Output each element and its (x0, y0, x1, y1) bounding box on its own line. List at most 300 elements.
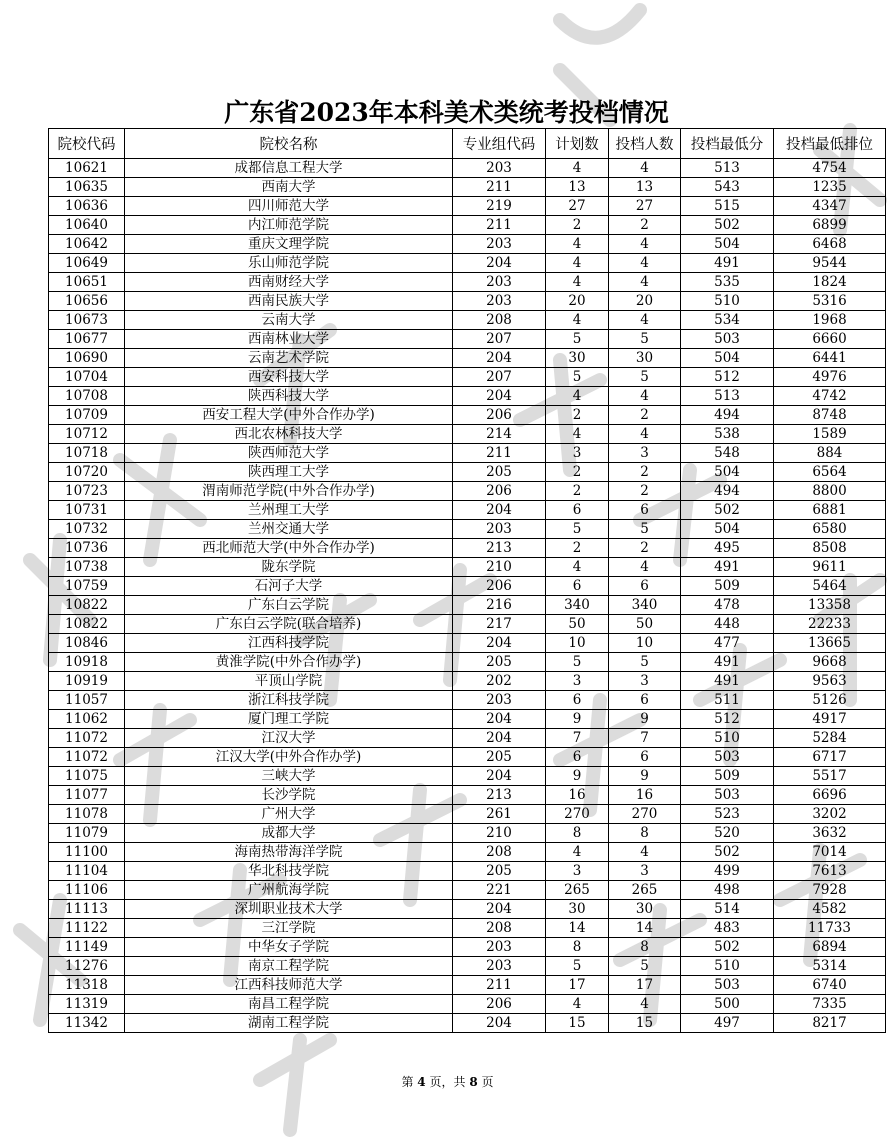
cell-school-code: 11319 (49, 995, 125, 1014)
cell-school-name: 长沙学院 (125, 786, 453, 805)
cell-min-rank: 4347 (774, 197, 886, 216)
table-row (49, 273, 886, 292)
table-row (49, 862, 886, 881)
table-header-row (49, 129, 886, 159)
cell-plan-count: 30 (546, 900, 609, 919)
table-row (49, 691, 886, 710)
cell-min-rank: 4917 (774, 710, 886, 729)
cell-min-rank: 4582 (774, 900, 886, 919)
cell-plan-count: 2 (546, 406, 609, 425)
cell-group-code: 204 (453, 634, 546, 653)
cell-school-name: 重庆文理学院 (125, 235, 453, 254)
cell-school-code: 10704 (49, 368, 125, 387)
cell-admitted-count: 2 (609, 406, 681, 425)
cell-school-name: 西南财经大学 (125, 273, 453, 292)
cell-admitted-count: 6 (609, 501, 681, 520)
cell-school-code: 11122 (49, 919, 125, 938)
cell-min-score: 504 (681, 520, 774, 539)
cell-school-name: 西安工程大学(中外合作办学) (125, 406, 453, 425)
cell-school-name: 海南热带海洋学院 (125, 843, 453, 862)
cell-admitted-count: 6 (609, 577, 681, 596)
cell-min-score: 499 (681, 862, 774, 881)
cell-min-rank: 6740 (774, 976, 886, 995)
cell-group-code: 216 (453, 596, 546, 615)
cell-group-code: 203 (453, 235, 546, 254)
cell-school-name: 厦门理工学院 (125, 710, 453, 729)
cell-group-code: 203 (453, 691, 546, 710)
cell-school-name: 华北科技学院 (125, 862, 453, 881)
cell-school-name: 三江学院 (125, 919, 453, 938)
cell-plan-count: 6 (546, 748, 609, 767)
cell-school-name: 西安科技大学 (125, 368, 453, 387)
cell-admitted-count: 4 (609, 387, 681, 406)
cell-school-code: 10621 (49, 159, 125, 178)
cell-school-code: 10649 (49, 254, 125, 273)
cell-admitted-count: 10 (609, 634, 681, 653)
cell-min-score: 491 (681, 558, 774, 577)
cell-admitted-count: 3 (609, 444, 681, 463)
cell-group-code: 203 (453, 938, 546, 957)
cell-min-rank: 4742 (774, 387, 886, 406)
cell-group-code: 206 (453, 995, 546, 1014)
cell-min-score: 494 (681, 406, 774, 425)
table-row (49, 1014, 886, 1033)
cell-plan-count: 30 (546, 349, 609, 368)
cell-school-code: 11106 (49, 881, 125, 900)
footer-page-number: 4 (417, 1075, 426, 1089)
table-row (49, 881, 886, 900)
cell-school-code: 10919 (49, 672, 125, 691)
cell-admitted-count: 50 (609, 615, 681, 634)
cell-group-code: 204 (453, 900, 546, 919)
cell-min-score: 502 (681, 843, 774, 862)
cell-min-score: 520 (681, 824, 774, 843)
cell-min-rank: 6894 (774, 938, 886, 957)
table-row (49, 216, 886, 235)
cell-school-code: 10677 (49, 330, 125, 349)
cell-school-code: 10640 (49, 216, 125, 235)
cell-admitted-count: 16 (609, 786, 681, 805)
cell-min-rank: 1589 (774, 425, 886, 444)
cell-school-name: 江汉大学 (125, 729, 453, 748)
cell-min-score: 503 (681, 976, 774, 995)
cell-plan-count: 7 (546, 729, 609, 748)
cell-admitted-count: 2 (609, 539, 681, 558)
table-row (49, 539, 886, 558)
cell-school-code: 10656 (49, 292, 125, 311)
cell-admitted-count: 4 (609, 159, 681, 178)
cell-admitted-count: 15 (609, 1014, 681, 1033)
cell-group-code: 211 (453, 444, 546, 463)
cell-min-score: 543 (681, 178, 774, 197)
cell-group-code: 219 (453, 197, 546, 216)
cell-admitted-count: 5 (609, 520, 681, 539)
cell-admitted-count: 5 (609, 653, 681, 672)
cell-admitted-count: 6 (609, 748, 681, 767)
cell-min-rank: 13665 (774, 634, 886, 653)
page-title: 广东省2023年本科美术类统考投档情况 (224, 98, 669, 127)
table-row (49, 444, 886, 463)
cell-admitted-count: 270 (609, 805, 681, 824)
cell-min-score: 510 (681, 729, 774, 748)
cell-admitted-count: 9 (609, 710, 681, 729)
cell-group-code: 208 (453, 311, 546, 330)
cell-school-name: 渭南师范学院(中外合作办学) (125, 482, 453, 501)
cell-min-rank: 5126 (774, 691, 886, 710)
table-row (49, 596, 886, 615)
cell-min-rank: 13358 (774, 596, 886, 615)
cell-group-code: 210 (453, 824, 546, 843)
cell-min-score: 514 (681, 900, 774, 919)
cell-group-code: 204 (453, 387, 546, 406)
cell-plan-count: 4 (546, 558, 609, 577)
cell-min-score: 512 (681, 710, 774, 729)
column-header-group-code: 专业组代码 (453, 129, 546, 159)
cell-plan-count: 3 (546, 444, 609, 463)
cell-plan-count: 15 (546, 1014, 609, 1033)
table-row (49, 976, 886, 995)
cell-group-code: 203 (453, 957, 546, 976)
cell-admitted-count: 20 (609, 292, 681, 311)
cell-admitted-count: 3 (609, 862, 681, 881)
cell-school-code: 10636 (49, 197, 125, 216)
cell-plan-count: 4 (546, 159, 609, 178)
cell-plan-count: 8 (546, 938, 609, 957)
cell-school-code: 10732 (49, 520, 125, 539)
cell-school-name: 西南林业大学 (125, 330, 453, 349)
cell-school-name: 浙江科技学院 (125, 691, 453, 710)
cell-group-code: 204 (453, 501, 546, 520)
table-row (49, 919, 886, 938)
footer-prefix: 第 (401, 1075, 414, 1089)
cell-min-score: 498 (681, 881, 774, 900)
cell-plan-count: 6 (546, 501, 609, 520)
cell-school-code: 11318 (49, 976, 125, 995)
cell-school-code: 11057 (49, 691, 125, 710)
cell-min-score: 523 (681, 805, 774, 824)
cell-min-rank: 22233 (774, 615, 886, 634)
table-row (49, 482, 886, 501)
cell-min-rank: 1235 (774, 178, 886, 197)
cell-min-rank: 6580 (774, 520, 886, 539)
cell-school-code: 11075 (49, 767, 125, 786)
cell-group-code: 203 (453, 159, 546, 178)
cell-group-code: 206 (453, 482, 546, 501)
cell-min-score: 448 (681, 615, 774, 634)
cell-min-rank: 8508 (774, 539, 886, 558)
cell-plan-count: 9 (546, 710, 609, 729)
cell-min-score: 478 (681, 596, 774, 615)
cell-min-rank: 6899 (774, 216, 886, 235)
cell-group-code: 206 (453, 577, 546, 596)
cell-min-rank: 8217 (774, 1014, 886, 1033)
cell-min-rank: 5464 (774, 577, 886, 596)
cell-school-code: 10736 (49, 539, 125, 558)
cell-school-code: 10822 (49, 615, 125, 634)
cell-school-name: 石河子大学 (125, 577, 453, 596)
column-header-plan-count: 计划数 (546, 129, 609, 159)
cell-min-score: 502 (681, 216, 774, 235)
cell-plan-count: 4 (546, 843, 609, 862)
cell-group-code: 213 (453, 786, 546, 805)
cell-school-name: 兰州交通大学 (125, 520, 453, 539)
cell-admitted-count: 4 (609, 254, 681, 273)
cell-admitted-count: 8 (609, 938, 681, 957)
cell-min-score: 483 (681, 919, 774, 938)
cell-group-code: 205 (453, 748, 546, 767)
page-footer (0, 1073, 895, 1090)
cell-admitted-count: 7 (609, 729, 681, 748)
cell-group-code: 203 (453, 292, 546, 311)
table-row (49, 824, 886, 843)
cell-school-code: 11062 (49, 710, 125, 729)
cell-min-rank: 9563 (774, 672, 886, 691)
cell-school-name: 成都信息工程大学 (125, 159, 453, 178)
table-row (49, 957, 886, 976)
cell-min-rank: 6660 (774, 330, 886, 349)
cell-admitted-count: 2 (609, 216, 681, 235)
cell-min-score: 512 (681, 368, 774, 387)
admission-table (48, 128, 886, 1033)
cell-min-rank: 1824 (774, 273, 886, 292)
cell-min-score: 548 (681, 444, 774, 463)
cell-plan-count: 340 (546, 596, 609, 615)
cell-school-name: 西北师范大学(中外合作办学) (125, 539, 453, 558)
cell-school-name: 广州大学 (125, 805, 453, 824)
column-header-min-score: 投档最低分 (681, 129, 774, 159)
table-row (49, 292, 886, 311)
cell-plan-count: 4 (546, 425, 609, 444)
cell-plan-count: 4 (546, 235, 609, 254)
table-row (49, 805, 886, 824)
cell-plan-count: 17 (546, 976, 609, 995)
cell-plan-count: 20 (546, 292, 609, 311)
cell-plan-count: 6 (546, 577, 609, 596)
cell-admitted-count: 265 (609, 881, 681, 900)
cell-min-rank: 9544 (774, 254, 886, 273)
cell-school-name: 南京工程学院 (125, 957, 453, 976)
cell-admitted-count: 5 (609, 368, 681, 387)
cell-group-code: 221 (453, 881, 546, 900)
table-row (49, 368, 886, 387)
cell-plan-count: 4 (546, 995, 609, 1014)
cell-group-code: 207 (453, 330, 546, 349)
cell-min-score: 509 (681, 577, 774, 596)
footer-middle: 页，共 (429, 1075, 466, 1089)
cell-school-code: 10822 (49, 596, 125, 615)
cell-plan-count: 4 (546, 254, 609, 273)
cell-admitted-count: 340 (609, 596, 681, 615)
cell-admitted-count: 2 (609, 482, 681, 501)
cell-admitted-count: 4 (609, 425, 681, 444)
cell-school-name: 四川师范大学 (125, 197, 453, 216)
cell-min-score: 513 (681, 159, 774, 178)
cell-school-code: 11104 (49, 862, 125, 881)
cell-min-rank: 4754 (774, 159, 886, 178)
table-body (49, 159, 886, 1033)
cell-group-code: 205 (453, 653, 546, 672)
table-row (49, 558, 886, 577)
table-row (49, 330, 886, 349)
cell-plan-count: 4 (546, 387, 609, 406)
cell-min-score: 538 (681, 425, 774, 444)
cell-school-name: 三峡大学 (125, 767, 453, 786)
cell-admitted-count: 8 (609, 824, 681, 843)
cell-min-rank: 1968 (774, 311, 886, 330)
cell-school-code: 10718 (49, 444, 125, 463)
cell-min-score: 504 (681, 349, 774, 368)
cell-min-score: 500 (681, 995, 774, 1014)
cell-admitted-count: 4 (609, 995, 681, 1014)
cell-school-code: 11079 (49, 824, 125, 843)
cell-min-rank: 5316 (774, 292, 886, 311)
cell-admitted-count: 6 (609, 691, 681, 710)
cell-school-code: 10720 (49, 463, 125, 482)
cell-group-code: 211 (453, 178, 546, 197)
table-row (49, 900, 886, 919)
cell-school-name: 内江师范学院 (125, 216, 453, 235)
cell-min-score: 494 (681, 482, 774, 501)
cell-school-name: 西南民族大学 (125, 292, 453, 311)
cell-plan-count: 10 (546, 634, 609, 653)
cell-admitted-count: 4 (609, 311, 681, 330)
table-row (49, 995, 886, 1014)
cell-group-code: 203 (453, 520, 546, 539)
cell-plan-count: 2 (546, 482, 609, 501)
cell-school-name: 广东白云学院(联合培养) (125, 615, 453, 634)
table-row (49, 577, 886, 596)
cell-min-score: 534 (681, 311, 774, 330)
cell-plan-count: 3 (546, 672, 609, 691)
cell-admitted-count: 14 (609, 919, 681, 938)
cell-group-code: 204 (453, 1014, 546, 1033)
table-row (49, 425, 886, 444)
cell-school-name: 江汉大学(中外合作办学) (125, 748, 453, 767)
cell-school-name: 西南大学 (125, 178, 453, 197)
table-row (49, 748, 886, 767)
cell-school-code: 11072 (49, 748, 125, 767)
cell-min-rank: 7335 (774, 995, 886, 1014)
cell-group-code: 204 (453, 349, 546, 368)
cell-min-score: 497 (681, 1014, 774, 1033)
cell-min-score: 502 (681, 501, 774, 520)
cell-plan-count: 14 (546, 919, 609, 938)
cell-group-code: 205 (453, 463, 546, 482)
cell-min-rank: 9611 (774, 558, 886, 577)
cell-plan-count: 270 (546, 805, 609, 824)
cell-group-code: 214 (453, 425, 546, 444)
cell-plan-count: 4 (546, 273, 609, 292)
cell-school-code: 11078 (49, 805, 125, 824)
cell-admitted-count: 5 (609, 957, 681, 976)
cell-plan-count: 2 (546, 216, 609, 235)
cell-group-code: 202 (453, 672, 546, 691)
cell-school-code: 10690 (49, 349, 125, 368)
table-row (49, 938, 886, 957)
cell-school-name: 陇东学院 (125, 558, 453, 577)
cell-group-code: 206 (453, 406, 546, 425)
table-row (49, 786, 886, 805)
cell-plan-count: 3 (546, 862, 609, 881)
column-header-min-rank: 投档最低排位 (774, 129, 886, 159)
table-row (49, 463, 886, 482)
cell-min-rank: 3632 (774, 824, 886, 843)
cell-plan-count: 2 (546, 539, 609, 558)
column-header-school-name: 院校名称 (125, 129, 453, 159)
table-row (49, 197, 886, 216)
cell-min-score: 504 (681, 235, 774, 254)
cell-min-score: 504 (681, 463, 774, 482)
cell-school-code: 11342 (49, 1014, 125, 1033)
cell-plan-count: 5 (546, 368, 609, 387)
table-row (49, 653, 886, 672)
cell-school-name: 深圳职业技术大学 (125, 900, 453, 919)
cell-school-name: 平顶山学院 (125, 672, 453, 691)
cell-min-score: 477 (681, 634, 774, 653)
table-row (49, 710, 886, 729)
cell-min-rank: 5284 (774, 729, 886, 748)
table-row (49, 501, 886, 520)
cell-min-rank: 5314 (774, 957, 886, 976)
column-header-admitted-count: 投档人数 (609, 129, 681, 159)
cell-min-score: 491 (681, 653, 774, 672)
cell-admitted-count: 5 (609, 330, 681, 349)
cell-min-rank: 5517 (774, 767, 886, 786)
column-header-school-code: 院校代码 (49, 129, 125, 159)
cell-group-code: 211 (453, 216, 546, 235)
table-row (49, 235, 886, 254)
cell-school-name: 陕西理工大学 (125, 463, 453, 482)
cell-min-rank: 6696 (774, 786, 886, 805)
cell-admitted-count: 4 (609, 273, 681, 292)
cell-min-score: 503 (681, 330, 774, 349)
cell-min-rank: 8800 (774, 482, 886, 501)
cell-admitted-count: 4 (609, 235, 681, 254)
table-row (49, 178, 886, 197)
cell-group-code: 210 (453, 558, 546, 577)
cell-plan-count: 27 (546, 197, 609, 216)
cell-school-code: 10642 (49, 235, 125, 254)
cell-admitted-count: 4 (609, 558, 681, 577)
cell-admitted-count: 27 (609, 197, 681, 216)
table-row (49, 520, 886, 539)
cell-school-name: 中华女子学院 (125, 938, 453, 957)
cell-school-code: 11100 (49, 843, 125, 862)
cell-min-rank: 11733 (774, 919, 886, 938)
cell-school-name: 江西科技学院 (125, 634, 453, 653)
cell-min-score: 515 (681, 197, 774, 216)
cell-min-rank: 6441 (774, 349, 886, 368)
cell-group-code: 211 (453, 976, 546, 995)
cell-school-code: 11077 (49, 786, 125, 805)
cell-school-name: 陕西科技大学 (125, 387, 453, 406)
cell-min-score: 491 (681, 254, 774, 273)
cell-school-name: 南昌工程学院 (125, 995, 453, 1014)
cell-admitted-count: 13 (609, 178, 681, 197)
cell-plan-count: 5 (546, 653, 609, 672)
cell-school-name: 乐山师范学院 (125, 254, 453, 273)
cell-plan-count: 4 (546, 311, 609, 330)
cell-group-code: 205 (453, 862, 546, 881)
cell-min-rank: 4976 (774, 368, 886, 387)
cell-group-code: 204 (453, 254, 546, 273)
cell-group-code: 208 (453, 919, 546, 938)
cell-min-score: 491 (681, 672, 774, 691)
cell-school-name: 黄淮学院(中外合作办学) (125, 653, 453, 672)
cell-school-code: 10708 (49, 387, 125, 406)
cell-school-name: 成都大学 (125, 824, 453, 843)
cell-school-code: 10731 (49, 501, 125, 520)
